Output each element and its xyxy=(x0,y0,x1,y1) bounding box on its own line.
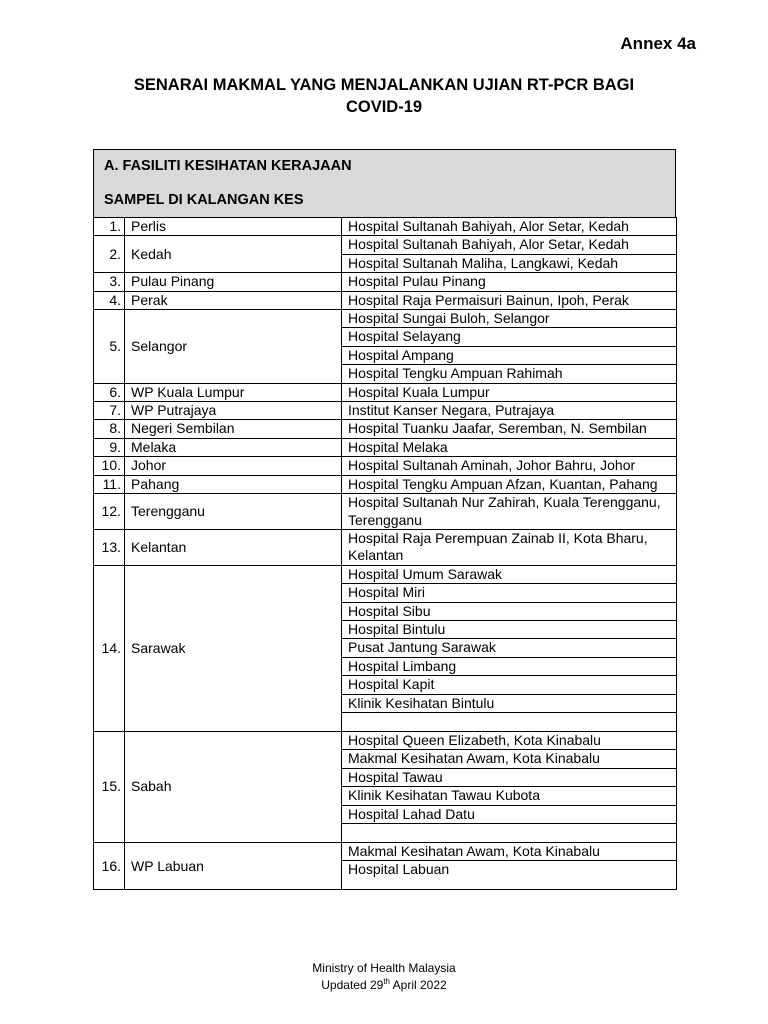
table-row xyxy=(94,310,677,328)
facility-name: Hospital Ampang xyxy=(342,346,677,364)
state-name: WP Putrajaya xyxy=(125,402,342,420)
table-row xyxy=(94,236,677,254)
table-row xyxy=(94,420,677,438)
table-row xyxy=(94,438,677,456)
table-row xyxy=(94,475,677,493)
state-name: WP Kuala Lumpur xyxy=(125,383,342,401)
row-number: 1. xyxy=(94,218,125,236)
row-number: 12. xyxy=(94,494,125,530)
state-name: Sabah xyxy=(125,731,342,842)
facility-name: Hospital Tengku Ampuan Rahimah xyxy=(342,365,677,383)
row-number: 2. xyxy=(94,236,125,273)
row-number: 4. xyxy=(94,291,125,309)
title-line-2: COVID-19 xyxy=(345,98,423,116)
facility-empty-cell xyxy=(342,712,677,731)
row-number: 16. xyxy=(94,843,125,890)
facility-name: Hospital Lahad Datu xyxy=(342,805,677,823)
facility-name: Hospital Raja Perempuan Zainab II, Kota Bharu, Kelantan xyxy=(342,529,677,565)
row-number: 13. xyxy=(94,529,125,565)
state-name: Johor xyxy=(125,457,342,475)
lab-table-body xyxy=(94,218,677,890)
facility-name: Hospital Miri xyxy=(342,584,677,602)
state-name: Negeri Sembilan xyxy=(125,420,342,438)
facility-name: Hospital Tawau xyxy=(342,768,677,786)
table-row xyxy=(94,731,677,749)
state-name: WP Labuan xyxy=(125,843,342,890)
facility-empty-cell xyxy=(342,824,677,843)
row-number: 7. xyxy=(94,402,125,420)
footer-date-suffix: April 2022 xyxy=(390,978,447,992)
facility-name: Pusat Jantung Sarawak xyxy=(342,639,677,657)
section-heading: A. FASILITI KESIHATAN KERAJAAN xyxy=(104,158,352,174)
facility-name: Hospital Labuan xyxy=(342,861,677,890)
row-number: 14. xyxy=(94,565,125,731)
facility-name: Hospital Sultanah Bahiyah, Alor Setar, Kedah xyxy=(342,236,677,254)
table-row xyxy=(94,529,677,565)
footer-updated xyxy=(0,975,768,992)
row-number: 3. xyxy=(94,273,125,291)
facility-name: Hospital Sungai Buloh, Selangor xyxy=(342,310,677,328)
facility-name: Hospital Kapit xyxy=(342,676,677,694)
footer xyxy=(0,961,768,992)
facility-name: Klinik Kesihatan Tawau Kubota xyxy=(342,787,677,805)
table-row xyxy=(94,383,677,401)
facility-name: Hospital Kuala Lumpur xyxy=(342,383,677,401)
row-number: 11. xyxy=(94,475,125,493)
facility-name: Hospital Tuanku Jaafar, Seremban, N. Sembilan xyxy=(342,420,677,438)
state-name: Perlis xyxy=(125,218,342,236)
row-number: 9. xyxy=(94,438,125,456)
row-number: 5. xyxy=(94,310,125,384)
facility-name: Hospital Sultanah Bahiyah, Alor Setar, Kedah xyxy=(342,218,677,236)
state-name: Perak xyxy=(125,291,342,309)
footer-date-prefix: Updated 29 xyxy=(321,978,384,992)
facility-name: Hospital Selayang xyxy=(342,328,677,346)
footer-date-sup: th xyxy=(383,977,390,986)
footer-ministry: Ministry of Health Malaysia xyxy=(312,961,456,975)
table-row xyxy=(94,843,677,861)
facility-name: Hospital Melaka xyxy=(342,438,677,456)
state-name: Kedah xyxy=(125,236,342,273)
facility-name: Hospital Sibu xyxy=(342,602,677,620)
facility-name: Hospital Umum Sarawak xyxy=(342,565,677,583)
table-row xyxy=(94,457,677,475)
facility-name: Hospital Queen Elizabeth, Kota Kinabalu xyxy=(342,731,677,749)
sub-heading: SAMPEL DI KALANGAN KES xyxy=(104,192,304,208)
table-row xyxy=(94,273,677,291)
facility-name: Hospital Raja Permaisuri Bainun, Ipoh, Perak xyxy=(342,291,677,309)
facility-name: Hospital Pulau Pinang xyxy=(342,273,677,291)
table-row xyxy=(94,565,677,583)
facility-name: Hospital Tengku Ampuan Afzan, Kuantan, Pahang xyxy=(342,475,677,493)
document-title xyxy=(70,74,698,118)
facility-name: Makmal Kesihatan Awam, Kota Kinabalu xyxy=(342,750,677,768)
state-name: Kelantan xyxy=(125,529,342,565)
state-name: Pulau Pinang xyxy=(125,273,342,291)
state-name: Sarawak xyxy=(125,565,342,731)
table-row xyxy=(94,402,677,420)
table-row xyxy=(94,291,677,309)
row-number: 15. xyxy=(94,731,125,842)
facility-name: Klinik Kesihatan Bintulu xyxy=(342,694,677,712)
table-row xyxy=(94,218,677,236)
state-name: Melaka xyxy=(125,438,342,456)
table-row xyxy=(94,494,677,530)
facility-name: Hospital Sultanah Maliha, Langkawi, Kedah xyxy=(342,254,677,272)
row-number: 10. xyxy=(94,457,125,475)
title-line-1: SENARAI MAKMAL YANG MENJALANKAN UJIAN RT-PCR BAGI xyxy=(133,76,635,94)
row-number: 8. xyxy=(94,420,125,438)
row-number: 6. xyxy=(94,383,125,401)
facility-name: Hospital Bintulu xyxy=(342,620,677,638)
facility-name: Hospital Sultanah Aminah, Johor Bahru, Johor xyxy=(342,457,677,475)
state-name: Selangor xyxy=(125,310,342,384)
state-name: Pahang xyxy=(125,475,342,493)
lab-table xyxy=(93,217,677,890)
facility-name: Hospital Sultanah Nur Zahirah, Kuala Terengganu, Terengganu xyxy=(342,494,677,530)
facility-name: Institut Kanser Negara, Putrajaya xyxy=(342,402,677,420)
facility-name: Hospital Limbang xyxy=(342,657,677,675)
facility-name: Makmal Kesihatan Awam, Kota Kinabalu xyxy=(342,843,677,861)
annex-label: Annex 4a xyxy=(620,34,696,53)
state-name: Terengganu xyxy=(125,494,342,530)
table-header-box xyxy=(93,149,676,218)
